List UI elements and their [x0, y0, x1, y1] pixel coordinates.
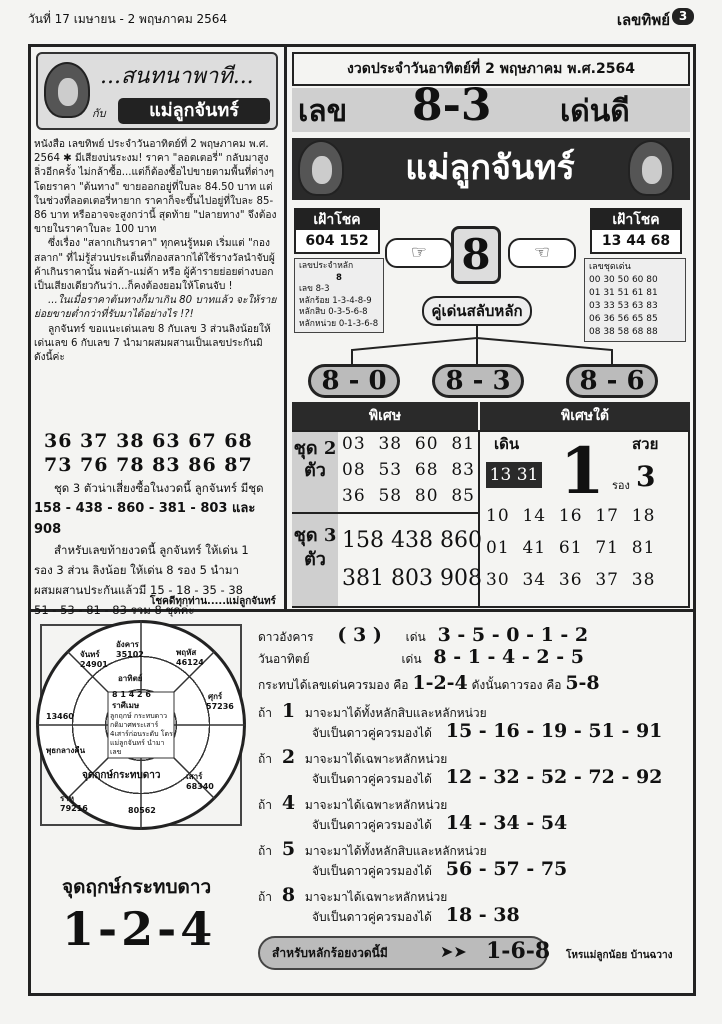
tbl-row: 01 31 51 61 81	[589, 288, 658, 298]
result-nums: 15 - 16 - 19 - 51 - 91	[445, 720, 663, 742]
if-desc: มาจะมาได้ทั้งหลักสิบและหลักหน่วย	[304, 844, 487, 858]
result-nums: 18 - 38	[445, 904, 520, 926]
summary-lead: 1-2-4	[412, 672, 468, 694]
wheel-label: 24901	[80, 660, 108, 669]
if-word: ถ้า	[258, 798, 273, 812]
planet-number: ( 3 )	[337, 624, 382, 646]
fao-right-nums: 13 44 68	[601, 233, 671, 249]
tbl-row: 06 36 56 65 85	[589, 314, 658, 324]
if-word: ถ้า	[258, 890, 273, 904]
if-digit: 5	[281, 838, 296, 860]
wheel-label: 79216	[60, 804, 88, 813]
south-row: 01 41 61 71 81	[486, 538, 656, 558]
wheel-ring: จุดฤกษ์กระทบดาว	[82, 770, 161, 781]
planet-digits: 3 - 5 - 0 - 1 - 2	[437, 624, 589, 646]
wheel-label: อังคาร	[116, 640, 139, 649]
if-desc: มาจะมาได้ทั้งหลักสิบและหลักหน่วย	[304, 706, 487, 720]
day-name: วันอาทิตย์	[258, 652, 310, 666]
article-signature: โชคดีทุกท่าน.....แม่ลูกจันทร์	[150, 596, 276, 607]
den-word: เด่น	[405, 630, 426, 644]
article-p10: 51 - 53 - 81 - 83 รวม 8 ชุดค่ะ	[34, 603, 195, 617]
wheel-label: 13460	[46, 712, 74, 721]
wheel-label: 68340	[186, 782, 214, 791]
if-digit: 2	[281, 746, 296, 768]
column-divider	[284, 47, 287, 611]
summary-text-2: ดังนั้นดาวรอง คือ	[471, 678, 562, 692]
doen-label: เดิน	[494, 435, 520, 453]
if-desc: มาจะมาได้เฉพาะหลักหน่วย	[304, 890, 448, 904]
wheel-label: 35102	[116, 650, 144, 659]
double-arrow-icon: ➤➤	[440, 942, 467, 961]
article-nums-2: 73 76 78 83 86 87	[44, 454, 253, 476]
condition-result	[312, 720, 662, 743]
tbl-row: หลักหน่วย 0-1-3-6-8	[299, 318, 379, 329]
article-p6: 158 - 438 - 860 - 381 - 803 และ 908	[34, 501, 256, 537]
article-body	[34, 138, 278, 365]
big-lead-digit: 1	[560, 434, 605, 509]
condition-result	[312, 766, 662, 789]
article-p1: หนังสือ เลขทิพย์ ประจำวันอาทิตย์ที่ 2 พฤษภาคม พ.ศ. 2564 ✱ มีเสียงบ่นระงม! ราคา "ลอตเตอรี่" กลับมาสูงลิ่วอีกครั้ง ไม่กล้าซื้อ...แต่ก็ต้องซื้อไปขายตามพื้นที่ต่างๆ โดยราคา "ต้นทาง" ขายออกอยู่ที่ใบละ 84.50 บาท แต่ในช่วงที่ลอตเตอรี่หายาก ราคาก็จะขึ้นไปอยู่ที่ใบละ 85-86 บาท หรืออาจจะสูงกว่านี้ สุดท้าย "ปลายทาง" จึงต้องขายในราคาใบละ 100 บาท	[34, 139, 277, 236]
pair-pill: 8 - 6	[566, 364, 658, 398]
wheel-label: 57236	[206, 702, 234, 711]
den-label: เด่นดี	[560, 94, 630, 129]
wheel-label: พุธกลางคืน	[46, 746, 86, 755]
three-digit-row: 381 803 908	[342, 566, 482, 591]
wheel-label: 80562	[128, 806, 156, 815]
header-date: วันที่ 17 เมษายน - 2 พฤษภาคม 2564	[28, 12, 228, 26]
wheel-label: จันทร์	[80, 650, 100, 659]
two-digit-row: 03 38 60 81	[342, 434, 475, 454]
result-desc: จับเป็นดาวคู่ควรมองได้	[312, 772, 432, 786]
article-p4: ลูกจันทร์ ขอแนะเด่นเลข 8 กับเลข 3 ส่วนลิงน้อยให้เด่นเลข 6 กับเลข 7 นำมาผสมผสานเป็นเลขประกันมิดังนี้ค่ะ	[34, 323, 271, 364]
banner-sub-title: ...สนทนาพาที...	[100, 64, 254, 89]
special-south-header: พิเศษใต้	[480, 402, 690, 430]
two-digit-row: 36 58 80 85	[342, 486, 475, 506]
lady-portrait-icon	[44, 62, 90, 118]
page-number: 3	[672, 8, 694, 25]
tbl-row: หลักสิบ 0-3-5-6-8	[299, 307, 368, 317]
pair-pill: 8 - 0	[308, 364, 400, 398]
wheel-label: อาทิตย์	[118, 674, 143, 683]
suay-label: สวย	[632, 435, 659, 453]
tbl-row: เลขชุดเด่น	[589, 262, 631, 272]
wheel-label: พฤหัส	[176, 648, 197, 657]
center-digit: 8	[451, 226, 501, 284]
writer-name: แม่ลูกจันทร์	[405, 148, 575, 188]
condition-result	[312, 812, 567, 835]
article-p9: ผสมผสานประกันแล้วมี 15 - 18 - 35 - 38	[34, 583, 243, 597]
rong-label: รอง	[612, 479, 630, 492]
two-digit-row: 08 53 68 83	[342, 460, 475, 480]
result-desc: จับเป็นดาวคู่ควรมองได้	[312, 818, 432, 832]
wheel-label: ราหู	[60, 794, 75, 803]
wheel-label: 46124	[176, 658, 204, 667]
article-p5: ชุด 3 ตัวน่าเสี่ยงซื้อในงวดนี้ ลูกจันทร์ มีชุด	[54, 481, 264, 495]
hundreds-text: สำหรับหลักร้อยงวดนี้มี	[272, 946, 388, 960]
digit-position-table	[294, 258, 384, 333]
pointing-hand-right-icon: ☞	[385, 238, 453, 268]
three-digit-row: 158 438 860	[342, 528, 482, 553]
if-desc: มาจะมาได้เฉพาะหลักหน่วย	[304, 798, 448, 812]
if-digit: 1	[281, 700, 296, 722]
planet-row-1	[258, 624, 588, 647]
draw-title: งวดประจำวันอาทิตย์ที่ 2 พฤษภาคม พ.ศ.2564	[292, 52, 690, 86]
main-number: 8-3	[412, 80, 492, 131]
condition-result	[312, 858, 567, 881]
south-row: 30 34 36 37 38	[486, 570, 656, 590]
lek-label: เลข	[298, 94, 348, 129]
chud-number: 1-2-4	[62, 902, 217, 956]
chud-title: จุดฤกษ์กระทบดาว	[62, 876, 212, 898]
condition-result	[312, 904, 520, 927]
result-nums: 12 - 32 - 52 - 72 - 92	[445, 766, 663, 788]
fao-chok-left	[294, 208, 380, 254]
if-digit: 8	[281, 884, 296, 906]
planet-name: ดาวอังคาร	[258, 630, 314, 644]
if-desc: มาจะมาได้เฉพาะหลักหน่วย	[304, 752, 448, 766]
set-2-label: ชุด 2 ตัว	[292, 432, 338, 512]
header-brand: เลขทิพย์	[616, 11, 670, 29]
pair-pill: 8 - 3	[432, 364, 524, 398]
summary-row	[258, 672, 600, 695]
tbl-row: 8	[336, 272, 342, 283]
banner-with: กับ	[92, 107, 106, 120]
summary-text: กระทบได้เลขเด่นควรมอง คือ	[258, 678, 409, 692]
if-digit: 4	[281, 792, 296, 814]
south-row: 10 14 16 17 18	[486, 506, 656, 526]
rong-digit: 3	[636, 460, 656, 493]
tbl-row: เลขประจำหลัก	[299, 261, 354, 271]
if-word: ถ้า	[258, 706, 273, 720]
fao-right-label: เฝ้าโชค	[592, 210, 680, 230]
swap-pair-label: คู่เด่นสลับหลัก	[422, 296, 532, 326]
article-p3: ...ในเมื่อราคาต้นทางก็มาเกิน 80 บาทแล้ว จะให้รายย่อยขายต่ำกว่าที่รับมาได้อย่างไร !?!	[34, 295, 277, 321]
hundreds-number: 1-6-8	[486, 938, 551, 964]
planet-row-2	[258, 646, 584, 669]
highlight-box: 13 31	[486, 462, 542, 488]
article-p7: สำหรับเลขท้ายงวดนี้ ลูกจันทร์ ให้เด่น 1	[54, 543, 249, 557]
fao-left-nums: 604 152	[305, 233, 369, 249]
result-nums: 56 - 57 - 75	[445, 858, 568, 880]
if-word: ถ้า	[258, 844, 273, 858]
lady-portrait-icon	[298, 140, 344, 196]
wheel-label: ศุกร์	[208, 692, 223, 701]
fao-chok-right	[590, 208, 682, 254]
tbl-row: เลข 8-3	[299, 284, 330, 294]
den-word: เด่น	[401, 652, 422, 666]
tbl-row: 03 33 53 63 83	[589, 301, 658, 311]
result-desc: จับเป็นดาวคู่ควรมองได้	[312, 726, 432, 740]
tbl-row: หลักร้อย 1-3-4-8-9	[299, 295, 372, 306]
banner-name: แม่ลูกจันทร์	[118, 98, 270, 124]
wheel-mid: ลูกฤกษ์ กระทบดาว กดิมาศพระเสาร์ 4เสาร์ก่อนระดับ โดร แม่ลูกจันทร์ นำมาเลข	[110, 712, 173, 756]
tbl-row: 08 38 58 68 88	[589, 327, 658, 337]
article-p8: รอง 3 ส่วน ลิงน้อย ให้เด่น 8 รอง 5 นำมา	[34, 563, 239, 577]
if-word: ถ้า	[258, 752, 273, 766]
set-3-label: ชุด 3 ตัว	[292, 514, 338, 606]
fao-left-label: เฝ้าโชค	[296, 210, 378, 230]
astrologer-signature: โหรแม่ลูกน้อย บ้านฉวาง	[566, 950, 673, 961]
day-digits: 8 - 1 - 4 - 2 - 5	[433, 646, 584, 668]
result-desc: จับเป็นดาวคู่ควรมองได้	[312, 910, 432, 924]
article-nums-1: 36 37 38 63 67 68	[44, 430, 253, 452]
article-p2: ซึ่งเรื่อง "สลากเกินราคา" ทุกคนรู้หมด เริ่มแต่ "กองสลาก" ที่ไม่รู้ส่วนประเด็นที่กองสลากได้ใช้รางวัลนำจับผู้ค้าเกินราคานั้น พ่อค้า-แม่ค้า หรือ ผู้ค้ารายย่อยต่างบอกเป็นเสียงเดียวกันว่า...ก็คงต้องยอมให้โดนจับ !	[34, 238, 275, 293]
tbl-row: 00 30 50 60 80	[589, 275, 658, 285]
special-header: พิเศษ	[292, 402, 478, 430]
summary-second: 5-8	[565, 672, 600, 694]
wheel-inner: 8 1 4 2 6 ราศีเมษ	[112, 690, 151, 710]
result-nums: 14 - 34 - 54	[445, 812, 568, 834]
wheel-label: เสาร์	[186, 772, 203, 781]
result-desc: จับเป็นดาวคู่ควรมองได้	[312, 864, 432, 878]
connector-lines	[292, 326, 690, 368]
pointing-hand-left-icon: ☜	[508, 238, 576, 268]
